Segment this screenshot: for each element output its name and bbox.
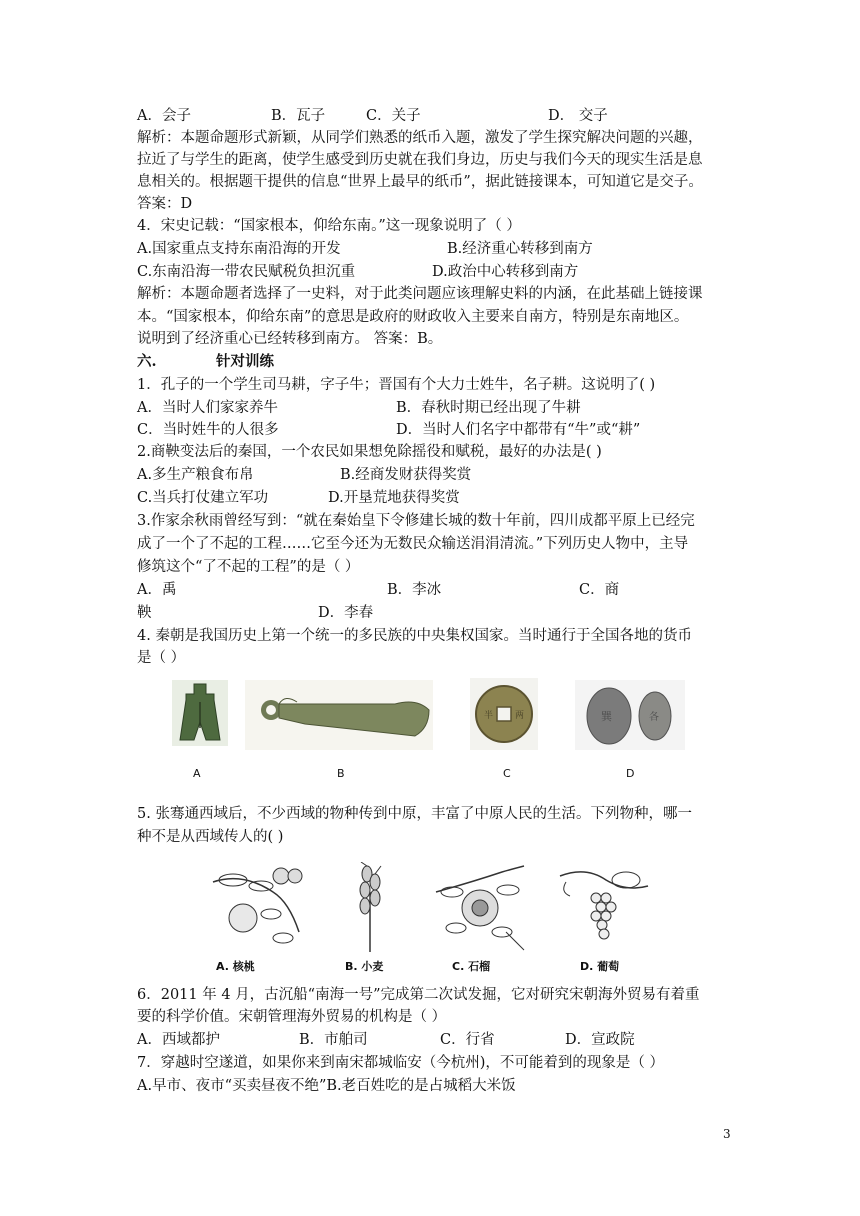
t5-line-1: 5. 张骞通西域后，不少西域的物种传到中原，丰富了中原人民的生活。下列物种，哪一 bbox=[137, 806, 692, 822]
spade-coin-image bbox=[172, 680, 228, 746]
t5-caption-b: B. 小麦 bbox=[345, 960, 384, 973]
t3-option-c: C．商 bbox=[579, 582, 620, 598]
t1-option-b: B．春秋时期已经出现了牛耕 bbox=[396, 400, 581, 416]
q4-option-d: D.政治中心转移到南方 bbox=[432, 264, 579, 280]
t3-option-a: A．禹 bbox=[137, 582, 177, 598]
q4-analysis-line-3: 说明到了经济重心已经转移到南方。 答案：B。 bbox=[137, 331, 443, 347]
q4-stem: 4．宋史记载：“国家根本，仰给东南。”这一现象说明了（ ） bbox=[137, 218, 521, 234]
svg-text:巽: 巽 bbox=[601, 710, 612, 723]
q3-analysis-line-2: 拉近了与学生的距离，使学生感受到历史就在我们身边，历史与我们今天的现实生活是息 bbox=[137, 152, 703, 168]
q4-option-b: B.经济重心转移到南方 bbox=[447, 241, 593, 257]
pomegranate-image bbox=[432, 862, 528, 952]
q3-analysis-line-3: 息相关的。根据题干提供的信息“世界上最早的纸币”，据此链接课本，可知道它是交子。 bbox=[137, 174, 703, 190]
t5-caption-c: C. 石榴 bbox=[452, 960, 491, 973]
t6-line-1: 6．2011 年 4 月，古沉船“南海一号”完成第二次试发掘，它对研究宋朝海外贸易有着重 bbox=[137, 987, 700, 1003]
t3-option-b: B．李冰 bbox=[387, 582, 442, 598]
t3-line-1: 3.作家余秋雨曾经写到：“就在秦始皇下令修建长城的数十年前，四川成都平原上已经完 bbox=[137, 513, 695, 529]
t2-option-d: D.开垦荒地获得奖赏 bbox=[328, 490, 460, 506]
t3-line-2: 成了一个了不起的工程……它至今还为无数民众输送涓涓清流。”下列历史人物中，主导 bbox=[137, 536, 689, 552]
q3-analysis-line-1: 解析：本题命题形式新颖，从同学们熟悉的纸币入题，激发了学生探究解决问题的兴趣， bbox=[137, 130, 703, 146]
t2-stem: 2.商鞅变法后的秦国，一个农民如果想免除摇役和赋税，最好的办法是( ) bbox=[137, 444, 602, 460]
t5-line-2: 种不是从西域传人的( ) bbox=[137, 829, 284, 845]
ant-nose-coin-image bbox=[575, 680, 685, 750]
t7-options-ab: A.早市、夜市“买卖昼夜不绝”B.老百姓吃的是占城稻大米饭 bbox=[137, 1078, 516, 1094]
t7-stem: 7．穿越时空遂道，如果你来到南宋都城临安（今杭州)，不可能着到的现象是（ ） bbox=[137, 1055, 664, 1071]
t4-line-2: 是（ ） bbox=[137, 650, 186, 666]
svg-text:各: 各 bbox=[649, 712, 659, 723]
grape-image bbox=[556, 862, 652, 952]
t3-option-d: D．李春 bbox=[318, 605, 374, 621]
svg-text:两: 两 bbox=[515, 711, 525, 721]
q4-analysis-line-1: 解析：本题命题者选择了一史料，对于此类问题应该理解史料的内涵，在此基础上链接课 bbox=[137, 286, 703, 302]
section-title: 针对训练 bbox=[216, 353, 274, 370]
q3-option-c: C．关子 bbox=[366, 108, 421, 124]
t1-option-c: C．当时姓牛的人很多 bbox=[137, 422, 279, 438]
t4-label-d: D bbox=[626, 767, 635, 780]
page-number: 3 bbox=[723, 1127, 731, 1141]
t6-option-d: D．宣政院 bbox=[565, 1032, 635, 1048]
q3-option-d: D． 交子 bbox=[548, 108, 608, 124]
t1-stem: 1．孔子的一个学生司马耕，字子牛；晋国有个大力士姓牛，名子耕。这说明了( ) bbox=[137, 377, 656, 393]
t2-option-b: B.经商发财获得奖赏 bbox=[340, 467, 472, 483]
t3-option-c-cont: 鞅 bbox=[137, 605, 152, 621]
walnut-image bbox=[203, 862, 307, 952]
q4-option-a: A.国家重点支持东南沿海的开发 bbox=[137, 241, 341, 257]
q3-answer: 答案：D bbox=[137, 196, 193, 212]
t3-line-3: 修筑这个“了不起的工程”的是（ ） bbox=[137, 559, 360, 575]
t5-caption-d: D. 葡萄 bbox=[580, 960, 620, 973]
q3-option-a: A．会子 bbox=[137, 108, 191, 124]
t1-option-d: D．当时人们名字中都带有“牛”或“耕” bbox=[396, 422, 641, 438]
q3-option-b: B．瓦子 bbox=[271, 108, 326, 124]
t2-option-c: C.当兵打仗建立军功 bbox=[137, 490, 269, 506]
t6-option-b: B．市舶司 bbox=[299, 1032, 368, 1048]
t6-option-a: A．西域都护 bbox=[137, 1032, 220, 1048]
t4-label-c: C bbox=[503, 767, 511, 780]
q4-option-c: C.东南沿海一带农民赋税负担沉重 bbox=[137, 264, 356, 280]
t4-label-a: A bbox=[193, 767, 201, 780]
t4-line-1: 4. 秦朝是我国历史上第一个统一的多民族的中央集权国家。当时通行于全国各地的货币 bbox=[137, 628, 692, 644]
t6-line-2: 要的科学价值。宋朝管理海外贸易的机构是（ ） bbox=[137, 1009, 447, 1025]
t1-option-a: A．当时人们家家养牛 bbox=[137, 400, 278, 416]
svg-text:半: 半 bbox=[484, 711, 494, 721]
round-coin-image bbox=[470, 678, 538, 750]
t6-option-c: C．行省 bbox=[440, 1032, 495, 1048]
t4-label-b: B bbox=[337, 767, 345, 780]
t2-option-a: A.多生产粮食布帛 bbox=[137, 467, 254, 483]
wheat-image bbox=[345, 862, 395, 952]
knife-coin-image bbox=[245, 680, 433, 750]
q4-analysis-line-2: 本。“国家根本，仰给东南”的意思是政府的财政收入主要来自南方，特别是东南地区。 bbox=[137, 309, 689, 325]
section-number: 六. bbox=[137, 353, 157, 370]
t5-caption-a: A. 核桃 bbox=[216, 960, 255, 973]
